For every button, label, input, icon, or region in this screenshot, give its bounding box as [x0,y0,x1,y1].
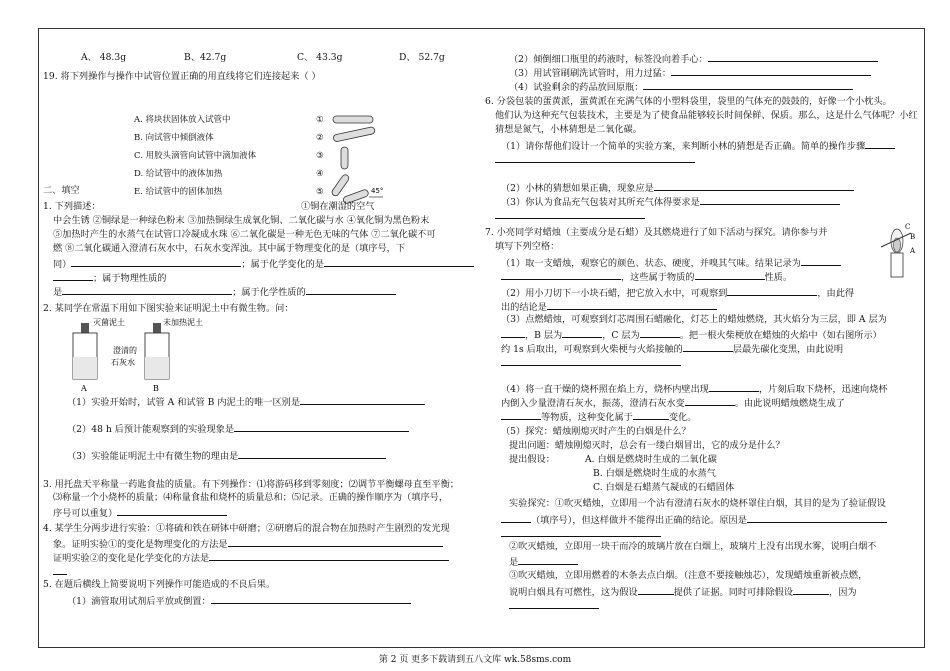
q7-hypothesis-label: 提出假设： [509,454,555,465]
q2-part-2 [67,422,409,435]
q1-physical-property-label: ；属于物理性质的 [93,273,167,284]
q1-line-6 [53,271,167,284]
q7-part-3-text: （3）点燃蜡烛，可观察到灯芯周围石蜡融化，灯芯上的蜡烛燃烧，其火焰分为三层，即 A 层为 [501,314,887,325]
q7-part-3-line-4 [501,356,681,369]
q3-answer-blank[interactable] [117,506,227,516]
q1-chemical-change-label: ；属于化学变化的是 [241,259,325,270]
q7-exp-1-hypothesis-blank[interactable] [501,513,531,523]
q7-question: 提出问题：蜡烛刚熄灭时，总会有一缕白烟冒出，它的成分是什么？ [509,440,785,451]
q6-line-3: 猜想是氮气，小林猜想是二氧化碳。 [495,124,642,135]
q7-exp-2-text: ②吹灭蜡烛，立即用一块干而冷的玻璃片放在白烟上，玻璃片上没有出现水雾，说明白烟不 [509,541,877,552]
q5-answer-4-blank[interactable] [643,80,853,90]
q1-same-label: 同） [53,259,72,270]
q2-part-3 [67,449,386,462]
q6-answer-1-blank[interactable] [865,139,895,149]
layer-c-label: C [905,223,911,231]
q6-part-3-line-2 [495,209,645,222]
q2-answer-1-blank[interactable] [300,395,425,405]
q7-exp-3-exclude-text: 提供了证据。同时可排除假设 [673,587,794,598]
q7-part-2-text: （2）用小刀切下一小块石蜡，把它放入水中，可观察到 [501,288,728,299]
q19-figure [134,109,334,209]
q5-part-1 [67,594,411,607]
q7-char-end: 层最先碳化变黑，由此说明 [732,344,844,355]
q7-exp-1-line-3 [501,527,661,540]
q7-matchstick-text: 。把一根火柴梗放在蜡烛的火焰中（如右图所示） [679,330,882,341]
q7-exp-3-provide-text: 说明白烟具有可燃性，这为假设 [509,587,638,598]
q3-line-1: 3. 用托盘天平称量一药匙食盐的质量。有下列操作：⑴将游码移到零刻度；⑵调节平衡螺母直至平衡； [43,479,459,490]
q7-hypothesis-c: C. 白烟是石蜡蒸气凝成的石蜡固体 [593,482,735,493]
unheated-soil-label: 未加热泥土 [163,318,203,327]
section-fill-in-title: 二、填空 [43,185,80,196]
q7-change-type-blank[interactable] [633,410,669,420]
q6-part-1-line-2 [495,153,695,166]
test-tube-vertical-icon [341,147,348,169]
q4-line-1: 4. 某学生分两步进行实验：①将硫和铁在研钵中研磨；②研磨后的混合物在加热时产生剧烈的发光现 [43,523,450,534]
q7-char-text: 约 1s 后取出，可观察到火柴梗与火焰接触的 [501,344,683,355]
q6-answer-1-blank-2[interactable] [495,153,695,163]
limewater-label-1: 澄清的 [113,346,137,355]
q7-part-5: （5）探究：蜡烛刚熄灭时产生的白烟是什么？ [501,426,691,437]
q1-chemical-property-label: ；属于化学性质的 [232,287,306,298]
q6-part-2-text: （2）小林的猜想如果正确，现象应是 [501,183,654,194]
q2-part-1-text: （1）实验开始时，试管 A 和试管 B 内泥土的唯一区别是 [67,397,301,408]
q7-generated-text: 。由此说明蜡烛燃烧生成了 [734,398,845,409]
q7-property-blank[interactable] [695,270,765,280]
q7-layer-b-blank[interactable] [562,328,602,338]
q7-part-4-line-2 [501,396,845,409]
q4-chemical-method-label: 证明实验②的变化是化学变化的方法是 [53,553,210,564]
candle-flame-figure [877,219,921,281]
q7-exp-3-exclude-blank[interactable] [793,585,829,595]
sterilized-soil-label: 灭菌泥土 [93,318,125,327]
q5-stem: 5. 在题后横线上简要说明下列操作可能造成的不良后果。 [43,579,276,590]
q1-line-7 [53,285,396,298]
q7-part-4-line-3 [501,410,696,423]
q7-property-text: ，这些属于物质的 [621,272,695,283]
q1-physical-property-blank[interactable] [62,285,232,295]
q7-exp-1-reason-blank-2[interactable] [501,527,661,537]
q7-exp-2-line-2 [509,555,578,568]
q7-exp-3-hypothesis-blank[interactable] [638,585,674,595]
q7-layer-a-blank[interactable] [501,328,525,338]
q7-line-2: 填写下列空格： [495,241,560,252]
q7-change-type-text: 等物质，这种变化属于 [541,412,633,423]
q7-layer-c-blank[interactable] [640,328,680,338]
q1-line-2: 中会生锈 ②铜绿是一种绿色粉末 ③加热铜绿生成氧化铜、二氧化碳与水 ④氧化铜为黑色粉末 [53,215,430,226]
q5-part-2-text: （2）倾倒细口瓶里的药液时，标签没向着手心： [509,54,708,65]
tube-a-label: A [81,384,87,393]
q19-item-b: B. 向试管中倾倒液体 [134,133,214,143]
q7-exp-3 [509,570,867,581]
q2-part-1 [67,395,425,408]
q4-chemical-method-blank-2[interactable] [53,565,67,575]
q6-line-1: 6. 分袋包装的蛋黄派，蛋黄派在充满气体的小塑料袋里，袋里的气体充的鼓鼓的，好像一个小枕头。 [485,96,892,107]
q1-physical-change-blank[interactable] [71,257,241,267]
q7-property-end: 性质。 [764,272,793,283]
q7-part-2-line-2 [501,300,717,313]
q7-exp-2-blank[interactable] [518,555,578,565]
q6-part-3-text: （3）你认为食品充气包装对其所充气体得要求是 [501,197,700,208]
candle-icon [891,229,903,277]
q6-answer-3-blank[interactable] [700,195,840,205]
q19-question: 19. 将下列操作与操作中试管位置正确的用直线将它们连接起来（ ） [43,71,321,82]
q2-answer-2-blank[interactable] [234,422,409,432]
q7-exp-3-line-3 [509,599,599,612]
q5-part-1-text: （1）滴管取用试剂后平放或倒置： [67,596,211,607]
q19-num-1: ① [316,115,324,125]
q7-hypothesis-a: A. 白烟是燃烧时生成的二氧化碳 [585,454,717,465]
q1-blank-2[interactable] [53,271,93,281]
q7-part-4 [501,382,888,395]
q6-part-1 [501,139,895,152]
q1-line-3: ⑤加热时产生的水蒸气在试管口冷凝成水珠 ⑥二氧化碳是一种无色无味的气体 ⑦二氧化碳不可 [53,229,436,240]
q7-part-3 [501,314,887,325]
q18-option-b: B、42.7g [184,52,227,63]
q1-line-5 [53,257,474,270]
q7-exp-2 [509,541,877,552]
q7-exp-1 [509,498,886,509]
q7-part-1-line-2 [501,270,792,283]
q2-part-2-text: （2）48 h 后预计能观察到的实验现象是 [67,424,235,435]
q19-item-e: E. 给试管中的固体加热 [134,187,223,197]
page-footer: 第 2 页 更多下载请到五八文库 wk.58sms.com [378,655,572,665]
q1-is-label: 是 [53,287,63,298]
q7-part-1-text: （1）取一支蜡烛，观察它的颜色、状态、硬度，并嗅其气味。结果记录为 [501,258,801,269]
q5-part-4-text: （4）试验剩余的药品放回原瓶： [509,82,644,93]
q19-item-d: D. 给试管中的液体加热 [134,169,223,179]
q7-conclusion-text: 出的结论是 [501,302,547,313]
q5-part-4 [509,80,853,93]
q4-line-4 [53,565,67,578]
q18-option-c: C、 43.3g [297,52,343,63]
q7-limewater-blank[interactable] [685,396,735,406]
q5-part-2 [509,52,878,65]
test-tube-positions-drawing [331,109,391,209]
q7-exp-3-because-blank[interactable] [509,599,599,609]
q7-limewater-text: 内倒入少量澄清石灰水，振荡，澄清石灰水变 [501,398,685,409]
angle-label: 45° [371,187,384,195]
q7-exp-2-is-text: 是 [509,557,519,568]
q4-line-3 [53,551,449,564]
q7-line-1: 7. 小亮同学对蜡烛（主要成分是石蜡）及其燃烧进行了如下活动与探究。请你参与并 [485,227,828,238]
q6-answer-3-blank-2[interactable] [495,209,645,219]
q7-record-blank-2[interactable] [501,270,621,280]
q7-part-4-mid: ，片刻后取下烧杯，迅速向烧杯 [758,384,888,395]
q7-layer-b-text: ，B 层为 [525,330,563,341]
q7-substance-blank[interactable] [501,410,541,420]
q7-hypothesis-b: B. 白烟是燃烧时生成的水蒸气 [593,468,716,479]
q7-exp-1-text: 实验探究：①吹灭蜡烛，立即用一个沾有澄清石灰水的烧杯罩住白烟，其目的是为了验证假设 [509,498,886,509]
q2-stem: 2. 某同学在常温下用如下图实验来证明泥土中有微生物。问： [43,303,294,314]
q19-num-5: ⑤ [316,187,324,197]
q1-chemical-change-blank[interactable] [324,257,474,267]
q7-part-3-line-2 [501,328,882,341]
q7-exp-1-reason-text: （填序号），但这样做并不能得出正确的结论。原因是 [531,515,747,526]
tube-b-label: B [153,384,159,393]
q4-physical-method-blank[interactable] [228,537,443,547]
q4-physical-method-label: 象。证明实验①的变化是物理变化的方法是 [53,539,228,550]
q2-part-3-text: （3）实验能证明泥土中有微生物的理由是 [67,451,239,462]
q6-part-3 [501,195,840,208]
q3-line-3 [53,506,227,519]
q6-answer-2-blank[interactable] [654,181,854,191]
q6-part-1-text: （1）请你帮他们设计一个简单的实验方案，来判断小林的猜想是否正确。简单的操作步骤 [501,141,866,152]
exam-page [38,28,925,648]
q7-observe-blank[interactable] [727,286,817,296]
layer-a-label: A [910,247,916,255]
q1-line-4: 燃 ⑧二氧化碳通入澄清石灰水中，石灰水变浑浊。其中属于物理变化的是（填序号，下 [53,243,406,254]
q19-item-a: A. 将块状固体放入试管中 [134,115,231,125]
q19-num-3: ③ [316,151,324,161]
test-tube-tilted-icon [333,126,376,142]
q7-exp-1-reason-blank[interactable] [747,513,887,523]
q1-line-1 [43,201,101,212]
q19-item-c: C. 用胶头滴管向试管中滴加液体 [134,151,257,161]
q7-layer-c-text: ，C 层为 [602,330,640,341]
q1-line-1b: ①铜在潮湿的空气 [301,201,375,212]
q4-line-2 [53,537,443,550]
q7-char-explain-blank[interactable] [501,356,681,366]
q6-part-2 [501,181,854,194]
q7-char-layer-blank[interactable] [683,342,733,352]
q5-answer-1-blank[interactable] [211,594,411,604]
q2-test-tube-figure [69,315,203,395]
q3-note: 序号可以重复） [53,508,118,519]
limewater-label-2: 石灰水 [111,358,135,367]
test-tube-45deg-icon [331,173,350,197]
layer-b-label: B [910,233,916,241]
q5-answer-2-blank[interactable] [708,52,878,62]
q7-change-type-end: 变化。 [668,412,697,423]
q5-part-3-text: （3）用试管刷刷洗试管时，用力过猛： [509,68,672,79]
q7-beaker-blank[interactable] [709,382,759,392]
q19-num-4: ④ [316,169,324,179]
q18-option-d: D、 52.7g [399,52,445,63]
q3-line-2: ⑶称量一个小烧杯的质量；⑷称量食盐和烧杯的质量总和；⑸记录。正确的操作顺序为（填序号， [53,492,449,503]
q7-exp-3-line-2 [509,585,857,598]
q7-exp-3-because-text: ，因为 [829,587,857,598]
q7-part-3-line-3 [501,342,843,355]
q5-answer-3-blank[interactable] [671,66,871,76]
q7-conclusion-blank[interactable] [547,300,717,310]
q1-chemical-property-blank[interactable] [306,285,396,295]
q19-num-2: ② [316,133,324,143]
q18-option-a: A、 48.3g [81,52,127,63]
q7-part-2-end: ，由此得 [817,288,855,299]
q4-chemical-method-blank[interactable] [209,551,449,561]
q7-part-2 [501,286,854,299]
q7-part-4-text: （4）将一直干燥的烧杯照在焰上方，烧杯内壁出现 [501,384,709,395]
q1-stem: 1. 下列描述： [43,201,101,212]
q7-record-blank[interactable] [801,256,841,266]
q7-exp-1-line-2 [501,513,887,526]
q7-exp-3-text: ③吹灭蜡烛，立即用燃着的木条去点白烟。（注意不要接触烛芯），发现蜡烛重新被点燃， [509,570,868,581]
q5-part-3 [509,66,871,79]
q2-answer-3-blank[interactable] [238,449,386,459]
q6-line-2: 他们认为这种充气包装技术，主要是为了使食品能够较长时间保鲜、保质。那么，这是什么气体呢？小红 [495,110,918,121]
test-tube-horizontal-icon [333,116,373,123]
tube-b-icon [145,323,169,379]
q7-part-1 [501,256,841,269]
tube-a-icon [73,323,97,379]
